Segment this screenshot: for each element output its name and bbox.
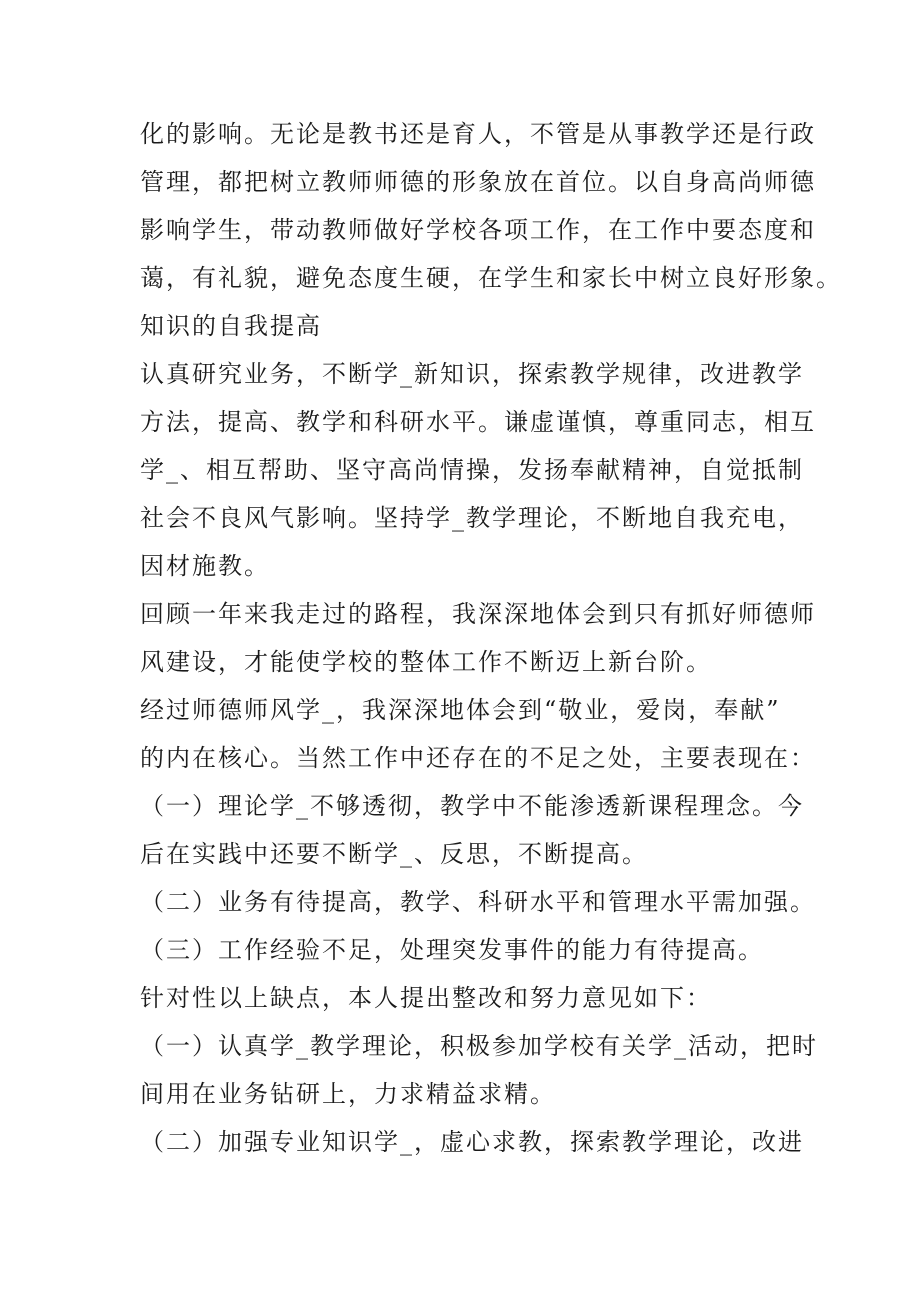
text-line: （一）认真学_教学理论，积极参加学校有关学_活动，把时	[140, 1032, 818, 1060]
text-line: （二）业务有待提高，教学、科研水平和管理水平需加强。	[140, 888, 816, 916]
text-line: 经过师德师风学_，我深深地体会到“敬业，爱岗，奉献”	[140, 696, 781, 724]
document-body	[140, 110, 842, 1166]
text-line: 化的影响。无论是教书还是育人，不管是从事教学还是行政	[140, 120, 816, 148]
text-line: 风建设，才能使学校的整体工作不断迈上新台阶。	[140, 648, 712, 676]
text-line: （二）加强专业知识学_，虚心求教，探索教学理论，改进	[140, 1128, 804, 1156]
section-heading: 知识的自我提高	[140, 312, 322, 340]
text-line: 认真研究业务，不断学_新知识，探索教学规律，改进教学	[140, 360, 804, 388]
text-line: 回顾一年来我走过的路程，我深深地体会到只有抓好师德师	[140, 600, 816, 628]
text-line: （一）理论学_不够透彻，教学中不能渗透新课程理念。今	[140, 792, 804, 820]
text-line: 针对性以上缺点，本人提出整改和努力意见如下：	[140, 984, 712, 1012]
text-line: 影响学生，带动教师做好学校各项工作，在工作中要态度和	[140, 216, 816, 244]
text-line: 方法，提高、教学和科研水平。谦虚谨慎，尊重同志，相互	[140, 408, 816, 436]
text-line: 后在实践中还要不断学_、反思，不断提高。	[140, 840, 648, 868]
text-line: 间用在业务钻研上，力求精益求精。	[140, 1080, 556, 1108]
text-line: 因材施教。	[140, 552, 270, 580]
text-line: 学_、相互帮助、坚守高尚情操，发扬奉献精神，自觉抵制	[140, 456, 804, 484]
text-line: 社会不良风气影响。坚持学_教学理论，不断地自我充电，	[140, 504, 804, 532]
text-line: 管理，都把树立教师师德的形象放在首位。以自身高尚师德	[140, 168, 816, 196]
text-line: （三）工作经验不足，处理突发事件的能力有待提高。	[140, 936, 764, 964]
text-line: 的内在核心。当然工作中还存在的不足之处，主要表现在：	[140, 744, 816, 772]
text-line: 蔼，有礼貌，避免态度生硬，在学生和家长中树立良好形象。	[140, 264, 842, 292]
